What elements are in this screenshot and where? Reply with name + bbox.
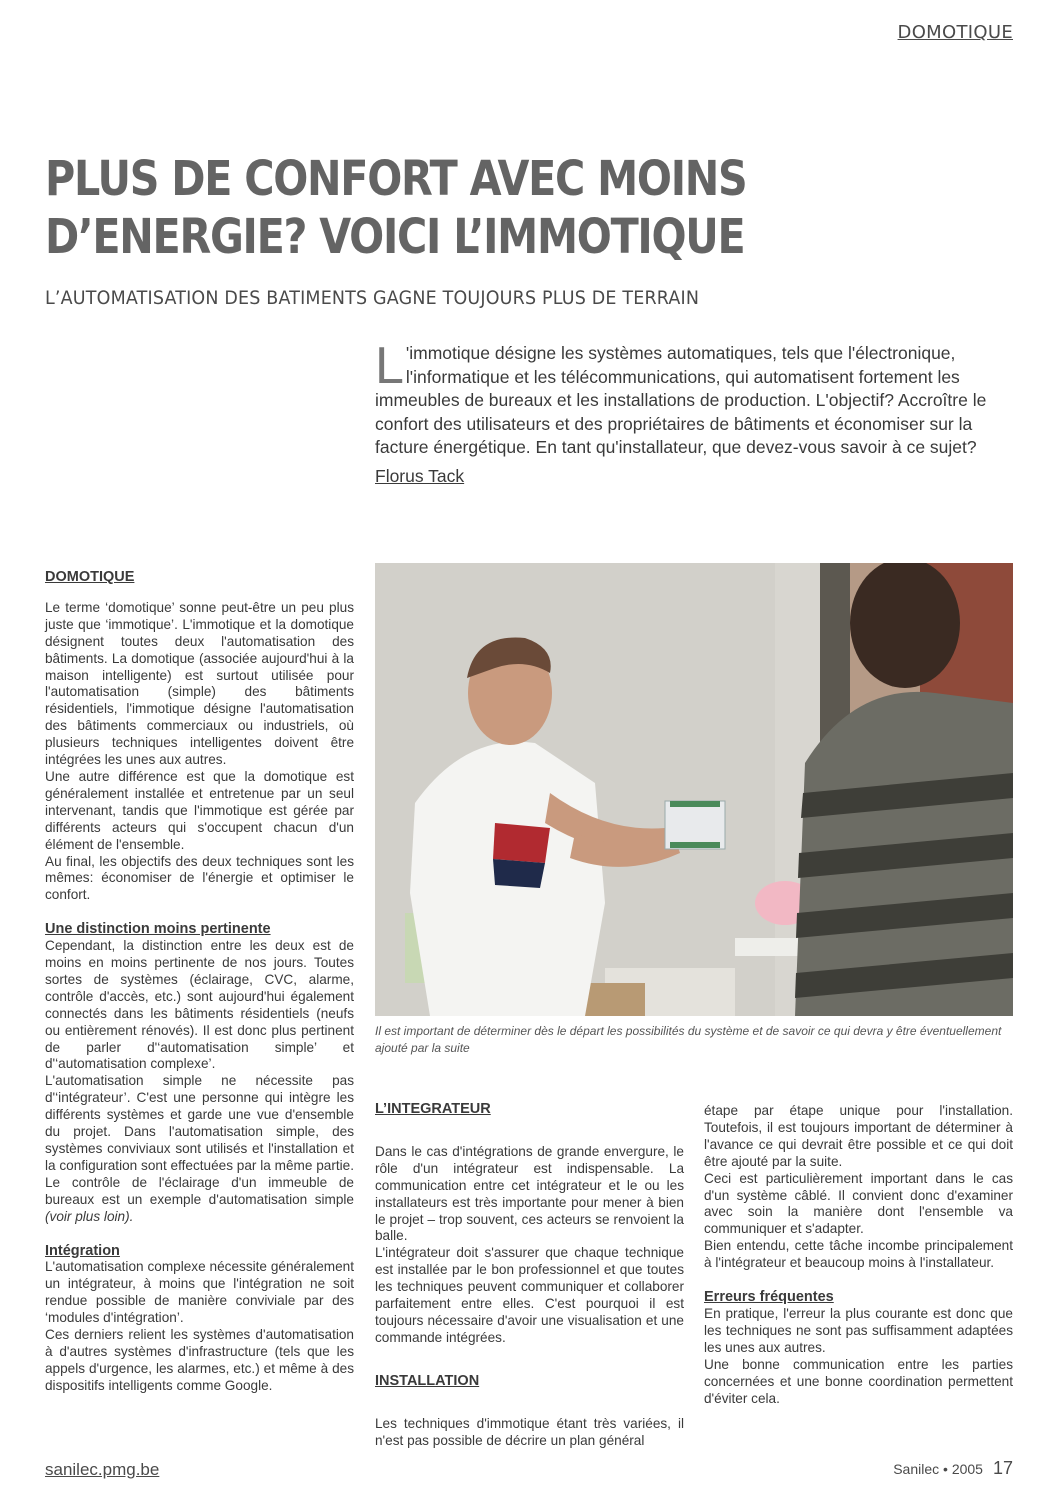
col3-paragraph-4: En pratique, l'erreur la plus courante est donc que les techniques ne sont pas suffisamment adaptées les unes aux autres. [704,1305,1013,1355]
col1-paragraph-5-text: L'automatisation simple ne nécessite pas d'‘intégrateur’. C'est une personne qui intègre les différents systèmes et garde une vue d'ensemble du projet. Dans l'automatisation simple, des systèmes conviviaux sont utilisés et l'installation et la configuration sont effectuées par la même partie. Le contrôle de l'éclairage d'un immeuble de bureaux est un exemple d'automatisation simple [45,1073,354,1207]
photo-caption: Il est important de déterminer dès le départ les possibilités du système et de savoir ce qui devra y être éventuellement ajouté par la suite [375,1024,1002,1055]
title-line-1: PLUS DE CONFORT AVEC MOINS [45,151,747,207]
col2-paragraph-1: Dans le cas d'intégrations de grande envergure, le rôle d'un intégrateur est indispensable. La communication entre cet intégrateur et le ou les installateurs est très importante pour mener à bien le projet – trop souvent, ces acteurs se renvoient la balle. [375,1143,684,1244]
col3-paragraph-5: Une bonne communication entre les parties concernées et une bonne coordination permettent d'éviter cela. [704,1356,1013,1406]
subheading-erreurs: Erreurs fréquentes [704,1289,834,1306]
col1-paragraph-4: Cependant, la distinction entre les deux est de moins en moins pertinente de nos jours. Toutes sortes de systèmes (éclairage, CVC, alarme, contrôle d'accès, etc.) sont aujourd'hui également connectés dans les bâtiments résidentiels (neufs ou entièrement rénovés). Il est donc plus pertinent de parler d'‘automatisation simple’ et d'‘automatisation complexe’. [45,938,354,1072]
column-3 [704,1103,1013,1407]
section-tag: DOMOTIQUE [897,22,1013,43]
footer-website-link[interactable]: sanilec.pmg.be [45,1460,160,1479]
page-number: 17 [992,1458,1013,1478]
col1-paragraph-5-italic: (voir plus loin). [45,1208,134,1224]
heading-domotique: DOMOTIQUE [45,569,135,585]
article-title [45,150,747,266]
article-subtitle: L’AUTOMATISATION DES BATIMENTS GAGNE TOUJOURS PLUS DE TERRAIN [45,287,700,309]
drop-cap: L [375,337,404,395]
col2-paragraph-2: L'intégrateur doit s'assurer que chaque technique est installée par le bon professionnel et que toutes les techniques peuvent communiquer et collaborer parfaitement entre elles. C'est pourquoi il est toujours nécessaire d'avoir une visualisation et une commande intégrées. [375,1245,684,1345]
photo-illustration [375,563,1013,1016]
title-line-2: D’ENERGIE? VOICI L’IMMOTIQUE [45,209,745,265]
intro-text: 'immotique désigne les systèmes automatiques, tels que l'électronique, l'informatique et les télécommunications, qui automatisent fortement les immeubles de bureaux et les installations de production. L'objectif? Accroître le confort des utilisateurs et des propriétaires de bâtiments et économiser sur la facture énergétique. En tant qu'installateur, que devez-vous savoir à ce sujet? [375,343,987,457]
col3-paragraph-1: étape par étape unique pour l'installation. Toutefois, il est toujours important de déterminer à l'avance ce qui devrait être possible et ce qui doit être ajouté par la suite. [704,1103,1013,1169]
heading-installation: INSTALLATION [375,1372,480,1389]
author-byline: Florus Tack [375,466,465,486]
col1-paragraph-7: Ces derniers relient les systèmes d'automatisation à d'autres systèmes d'infrastructure (tels que les appels d'urgence, les alarmes, etc.) et même à des dispositifs intelligents comme Google. [45,1327,354,1393]
col1-paragraph-3: Au final, les objectifs des deux techniques sont les mêmes: économiser de l'énergie et optimiser le confort. [45,853,354,903]
column-2 [375,1101,684,1450]
col2-paragraph-3: Les techniques d'immotique étant très variées, il n'est pas possible de décrire un plan général [375,1415,684,1448]
col1-paragraph-2: Une autre différence est que la domotique est généralement installée et entretenue par un seul intervenant, tandis que l'immotique est gérée par différents acteurs qui s'occupent chacun d'un élément de l'ensemble. [45,768,354,852]
subheading-distinction: Une distinction moins pertinente [45,921,271,938]
col3-paragraph-2: Ceci est particulièrement important dans le cas d'un système câblé. Il convient donc d'examiner avec soin la manière dont l'ensemble va communiquer et s'adapter. [704,1170,1013,1237]
col3-paragraph-3: Bien entendu, cette tâche incombe principalement à l'intégrateur et beaucoup moins à l'installateur. [704,1238,1013,1271]
col1-paragraph-6: L'automatisation complexe nécessite généralement un intégrateur, à moins que l'intégration ne soit rendue possible de manière conviviale par des ‘modules d'intégration’. [45,1259,354,1326]
heading-integrateur: L’INTEGRATEUR [375,1101,491,1117]
article-photo [375,563,1013,1016]
subheading-integration: Intégration [45,1242,120,1259]
footer-magazine: Sanilec • 2005 [893,1461,983,1477]
col1-paragraph-1: Le terme ‘domotique’ sonne peut-être un peu plus juste que ‘immotique’. L'immotique et la domotique désignent toutes deux l'automatisation des bâtiments. La domotique (associée aujourd'hui à la maison intelligente) est surtout utilisée pour l'automatisation (simple) des bâtiments résidentiels, l'immotique désigne l'automatisation des bâtiments commerciaux ou industriels, où plusieurs techniques intelligentes doivent être intégrées les unes aux autres. [45,599,354,768]
intro-paragraph [375,337,1015,460]
col1-paragraph-5 [45,1073,354,1225]
footer-issue [893,1458,1013,1479]
column-1 [45,569,354,1395]
